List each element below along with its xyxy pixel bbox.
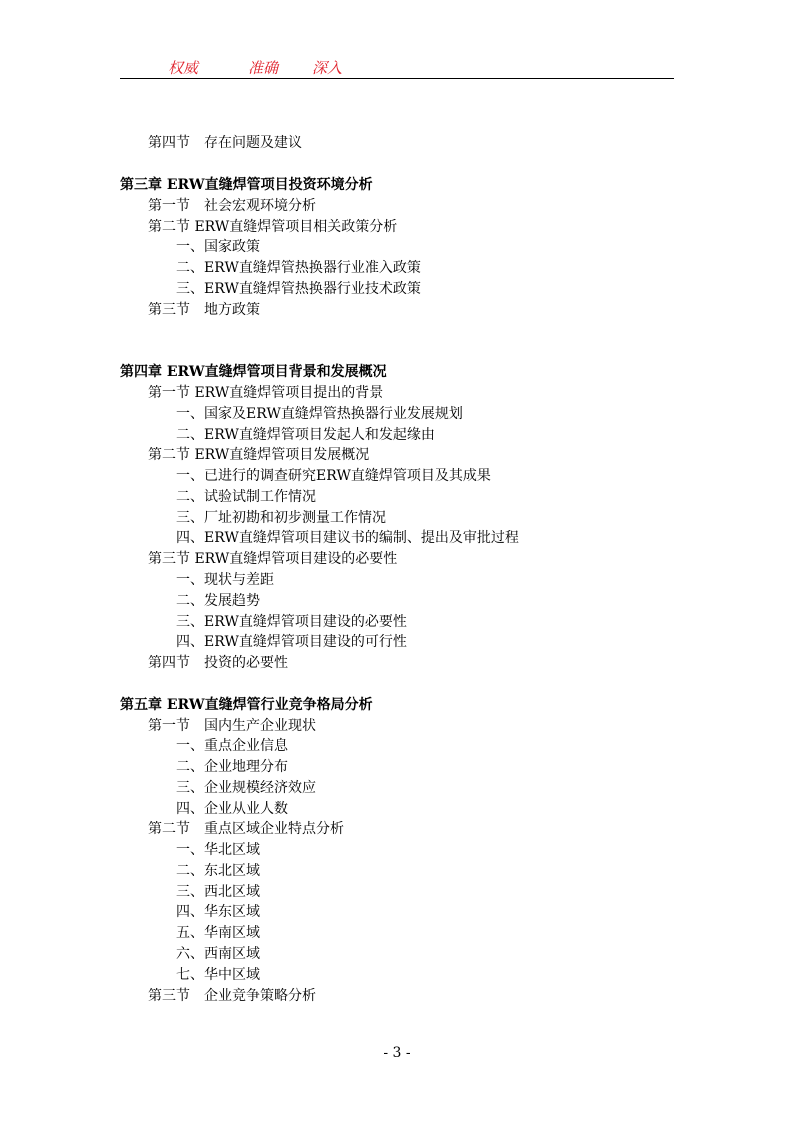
toc-item: 五、华南区域 (176, 925, 260, 941)
toc-item: 三、厂址初勘和初步测量工作情况 (176, 510, 386, 526)
toc-section: 第二节 重点区域企业特点分析 (148, 821, 344, 837)
toc-section: 第三节 企业竞争策略分析 (148, 988, 316, 1004)
toc-item: 一、重点企业信息 (176, 738, 288, 754)
toc-item: 二、ERW直缝焊管项目发起人和发起缘由 (176, 427, 435, 443)
toc-section: 第四节 投资的必要性 (148, 655, 288, 671)
header-rule (120, 78, 674, 79)
toc-item: 三、ERW直缝焊管项目建设的必要性 (176, 614, 407, 630)
toc-section: 第一节 社会宏观环境分析 (148, 198, 316, 214)
toc-item: 二、ERW直缝焊管热换器行业准入政策 (176, 260, 421, 276)
toc-item: 四、华东区域 (176, 904, 260, 920)
toc-item: 六、西南区域 (176, 946, 260, 962)
toc-section: 第二节 ERW直缝焊管项目相关政策分析 (148, 219, 398, 235)
header-depth: 深入 (312, 59, 343, 77)
toc-item: 二、发展趋势 (176, 593, 260, 609)
toc-chapter: 第三章 ERW直缝焊管项目投资环境分析 (120, 177, 373, 193)
toc-chapter: 第四章 ERW直缝焊管项目背景和发展概况 (120, 364, 387, 380)
toc-item: 四、ERW直缝焊管项目建议书的编制、提出及审批过程 (176, 530, 519, 546)
toc-item: 二、企业地理分布 (176, 759, 288, 775)
header-accuracy: 准确 (248, 59, 279, 77)
toc-section: 第四节 存在问题及建议 (148, 135, 302, 151)
toc-item: 四、ERW直缝焊管项目建设的可行性 (176, 634, 407, 650)
toc-item: 三、西北区域 (176, 884, 260, 900)
toc-section: 第三节 地方政策 (148, 302, 260, 318)
toc-item: 一、华北区域 (176, 842, 260, 858)
toc-item: 一、国家及ERW直缝焊管热换器行业发展规划 (176, 406, 463, 422)
toc-item: 四、企业从业人数 (176, 801, 288, 817)
toc-chapter: 第五章 ERW直缝焊管行业竞争格局分析 (120, 697, 373, 713)
toc-item: 一、已进行的调查研究ERW直缝焊管项目及其成果 (176, 468, 491, 484)
toc-item: 二、东北区域 (176, 863, 260, 879)
toc-item: 一、国家政策 (176, 239, 260, 255)
page-header (120, 55, 674, 79)
toc-section: 第三节 ERW直缝焊管项目建设的必要性 (148, 551, 398, 567)
toc-item: 七、华中区域 (176, 967, 260, 983)
toc-item: 三、ERW直缝焊管热换器行业技术政策 (176, 281, 421, 297)
page-number: - 3 - (383, 1045, 411, 1061)
header-authority: 权威 (168, 59, 199, 77)
toc-section: 第二节 ERW直缝焊管项目发展概况 (148, 447, 370, 463)
toc-item: 一、现状与差距 (176, 572, 274, 588)
toc-section: 第一节 国内生产企业现状 (148, 718, 316, 734)
toc-item: 三、企业规模经济效应 (176, 780, 316, 796)
toc-item: 二、试验试制工作情况 (176, 489, 316, 505)
toc-section: 第一节 ERW直缝焊管项目提出的背景 (148, 385, 384, 401)
